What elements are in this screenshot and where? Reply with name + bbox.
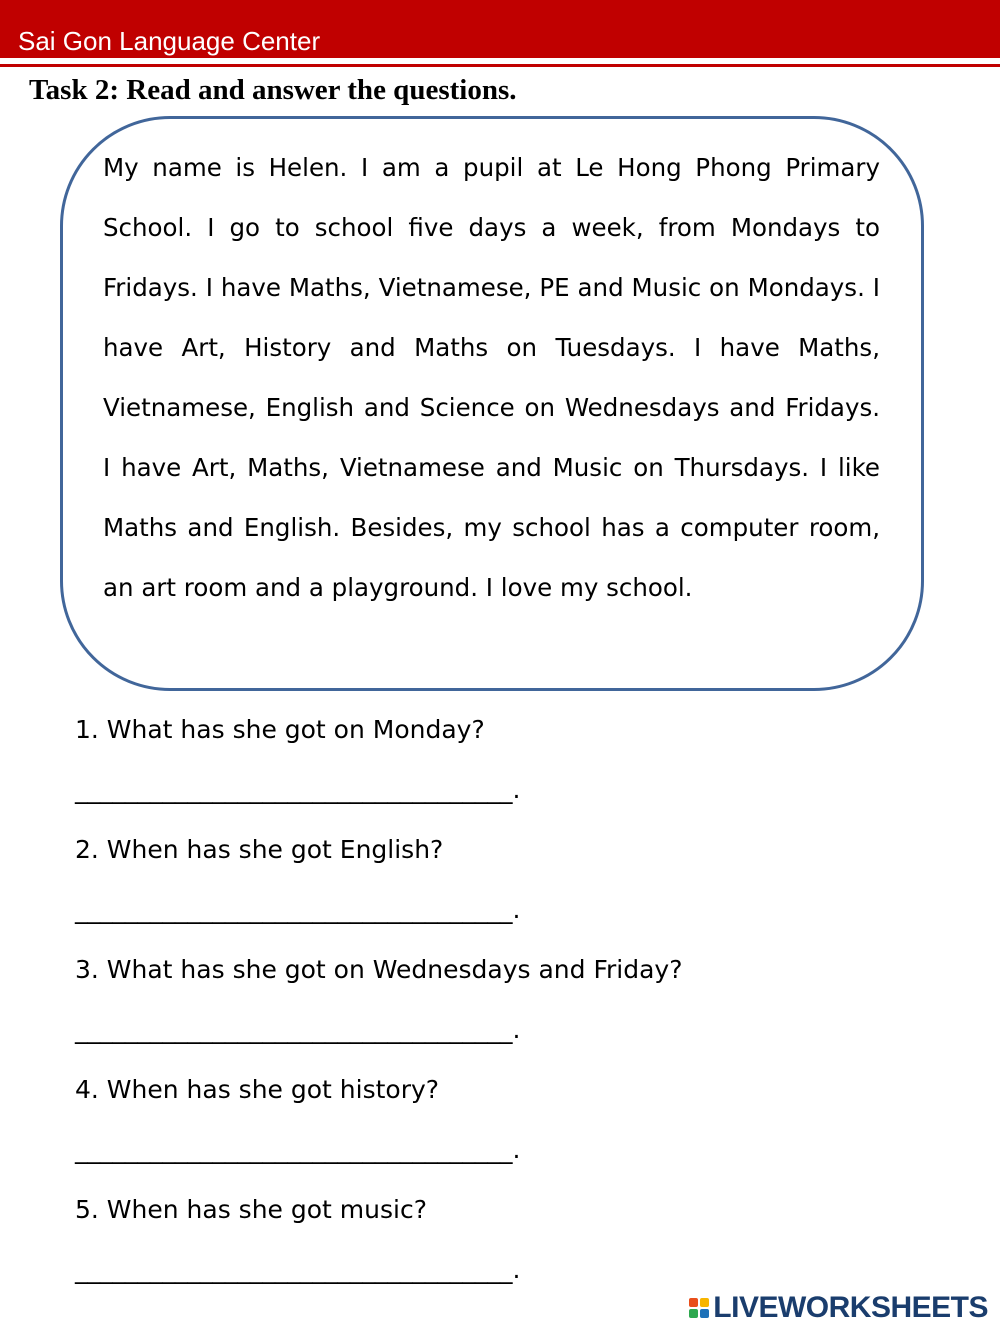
header-title: Sai Gon Language Center [18, 26, 321, 56]
reading-passage: My name is Helen. I am a pupil at Le Hong Phong Primary School. I go to school five days a week, from Mondays to Fridays. I have Maths, Vietnamese, PE and Music on Mondays. I have Art, History and Maths on Tuesdays. I have Maths, Vietnamese, English and Science on Wednesdays and Fridays. I have Art, Maths, Vietnamese and Music on Thursdays. I like Maths and English. Besides, my school has a computer room, an art room and a playground. I love my school. [103, 153, 880, 602]
logo-square [700, 1298, 709, 1307]
answer-line-4[interactable]: ___________________________________. [75, 1135, 521, 1164]
answer-line-2[interactable]: ___________________________________. [75, 895, 521, 924]
logo-square [700, 1309, 709, 1318]
watermark-text: LIVEWORKSHEETS [713, 1291, 988, 1324]
questions-list [75, 700, 875, 1300]
question-2: 2. When has she got English? [75, 835, 444, 864]
question-1: 1. What has she got on Monday? [75, 715, 485, 744]
task-title: Task 2: Read and answer the questions. [29, 74, 517, 106]
liveworksheets-watermark [689, 1291, 988, 1325]
answer-line-3[interactable]: ___________________________________. [75, 1015, 521, 1044]
question-4: 4. When has she got history? [75, 1075, 440, 1104]
liveworksheets-logo-icon [689, 1298, 709, 1318]
answer-line-1[interactable]: ___________________________________. [75, 775, 521, 804]
answer-line-5[interactable]: ___________________________________. [75, 1255, 521, 1284]
header-divider [0, 64, 1000, 67]
question-3: 3. What has she got on Wednesdays and Friday? [75, 955, 683, 984]
logo-square [689, 1298, 698, 1307]
logo-square [689, 1309, 698, 1318]
question-5: 5. When has she got music? [75, 1195, 427, 1224]
